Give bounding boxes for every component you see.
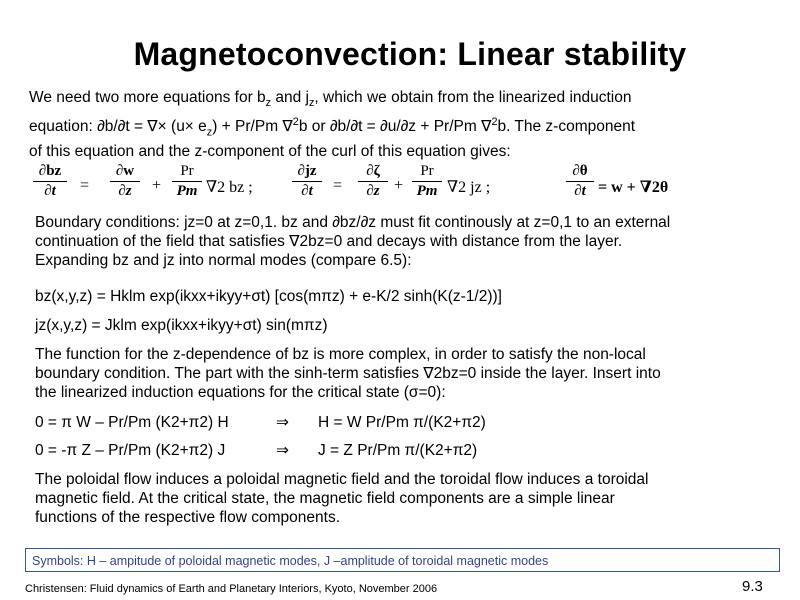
eq2-rhs-fraction: ∂ζ ∂z — [358, 163, 388, 200]
intro-paragraph — [29, 88, 789, 161]
boundary-line-2: continuation of the field that satisfies ∇2bz=0 and decays with distance from the layer. — [35, 233, 623, 250]
eq2-coef-fraction: Pr Pm — [412, 163, 442, 200]
mode-jz: jz(x,y,z) = Jklm exp(ikxx+ikyy+σt) sin(mπz) — [35, 317, 328, 334]
critical-j-right: J = Z Pr/Pm π/(K2+π2) — [318, 442, 478, 459]
symbols-box: Symbols: H – ampitude of poloidal magnetic modes, J –amplitude of toroidal magnetic modes — [25, 548, 780, 572]
explain-line-3: the linearized induction equations for the critical state (σ=0): — [35, 384, 446, 401]
intro-line-1: We need two more equations for $b_z$ and $j_z$, which we obtain from the linearized induction — [29, 89, 632, 110]
eq1-tail: ∇2 bz ; — [206, 179, 253, 196]
page-title: Magnetoconvection: Linear stability — [133, 36, 687, 72]
eq2-tail: ∇2 jz ; — [447, 179, 491, 196]
eq1-coef-fraction: Pr Pm — [172, 163, 202, 200]
intro-line-3: of this equation and the z-component of the curl of this equation gives: — [29, 143, 511, 161]
critical-h-left: 0 = π W – Pr/Pm (K2+π2) H — [35, 414, 229, 431]
page-number: 9.3 — [742, 578, 763, 595]
mode-bz: bz(x,y,z) = Hklm exp(ikxx+ikyy+σt) [cos(mπz) + e-K/2 sinh(K(z-1/2))] — [35, 288, 502, 305]
eq3-lhs-fraction: ∂θ ∂t — [566, 163, 594, 200]
footer-citation: Christensen: Fluid dynamics of Earth and Planetary Interiors, Kyoto, November 2006 — [25, 583, 438, 595]
intro-line-2: equation: ∂b/∂t = ∇× $(u\times e_z) + Pr/Pm$ ∇$^2$b or ∂b/∂t = ∂u/∂z + Pr/Pm ∇$^2$b. The z-component — [29, 116, 636, 139]
eq2-equals: = — [333, 177, 343, 194]
eq2-lhs-fraction: ∂jz ∂t — [292, 163, 322, 200]
explain-line-1: The function for the z-dependence of bz is more complex, in order to satisfy the non-local — [35, 346, 646, 363]
boundary-paragraph — [35, 213, 795, 270]
eq1-rhs-fraction: ∂w ∂z — [110, 163, 140, 200]
explain-paragraph — [35, 345, 795, 402]
conclusion-line-3: functions of the respective flow components. — [35, 509, 340, 526]
eq1-lhs-fraction: ∂bz ∂t — [33, 163, 67, 200]
boundary-line-3: Expanding bz and jz into normal modes (compare 6.5): — [35, 252, 412, 269]
critical-j-left: 0 = -π Z – Pr/Pm (K2+π2) J — [35, 442, 226, 459]
eq2-plus: + — [394, 177, 404, 194]
boundary-line-1: Boundary conditions: jz=0 at z=0,1. bz and ∂bz/∂z must fit continously at z=0,1 to an external — [35, 214, 671, 231]
conclusion-line-2: magnetic field. At the critical state, the magnetic field components are a simple linear — [35, 490, 615, 507]
critical-j-implies: ⇒ — [276, 442, 289, 459]
conclusion-paragraph — [35, 470, 795, 527]
conclusion-line-1: The poloidal flow induces a poloidal magnetic field and the toroidal flow induces a toroidal — [35, 471, 649, 488]
eq3-rhs: = w + ∇2θ — [598, 179, 669, 196]
critical-h-implies: ⇒ — [276, 414, 289, 431]
explain-line-2: boundary condition. The part with the sinh-term satisfies ∇2bz=0 inside the layer. Insert into — [35, 365, 661, 382]
eq1-equals: = — [80, 177, 90, 194]
critical-h-right: H = W Pr/Pm π/(K2+π2) — [318, 414, 486, 431]
eq1-plus: + — [152, 177, 162, 194]
